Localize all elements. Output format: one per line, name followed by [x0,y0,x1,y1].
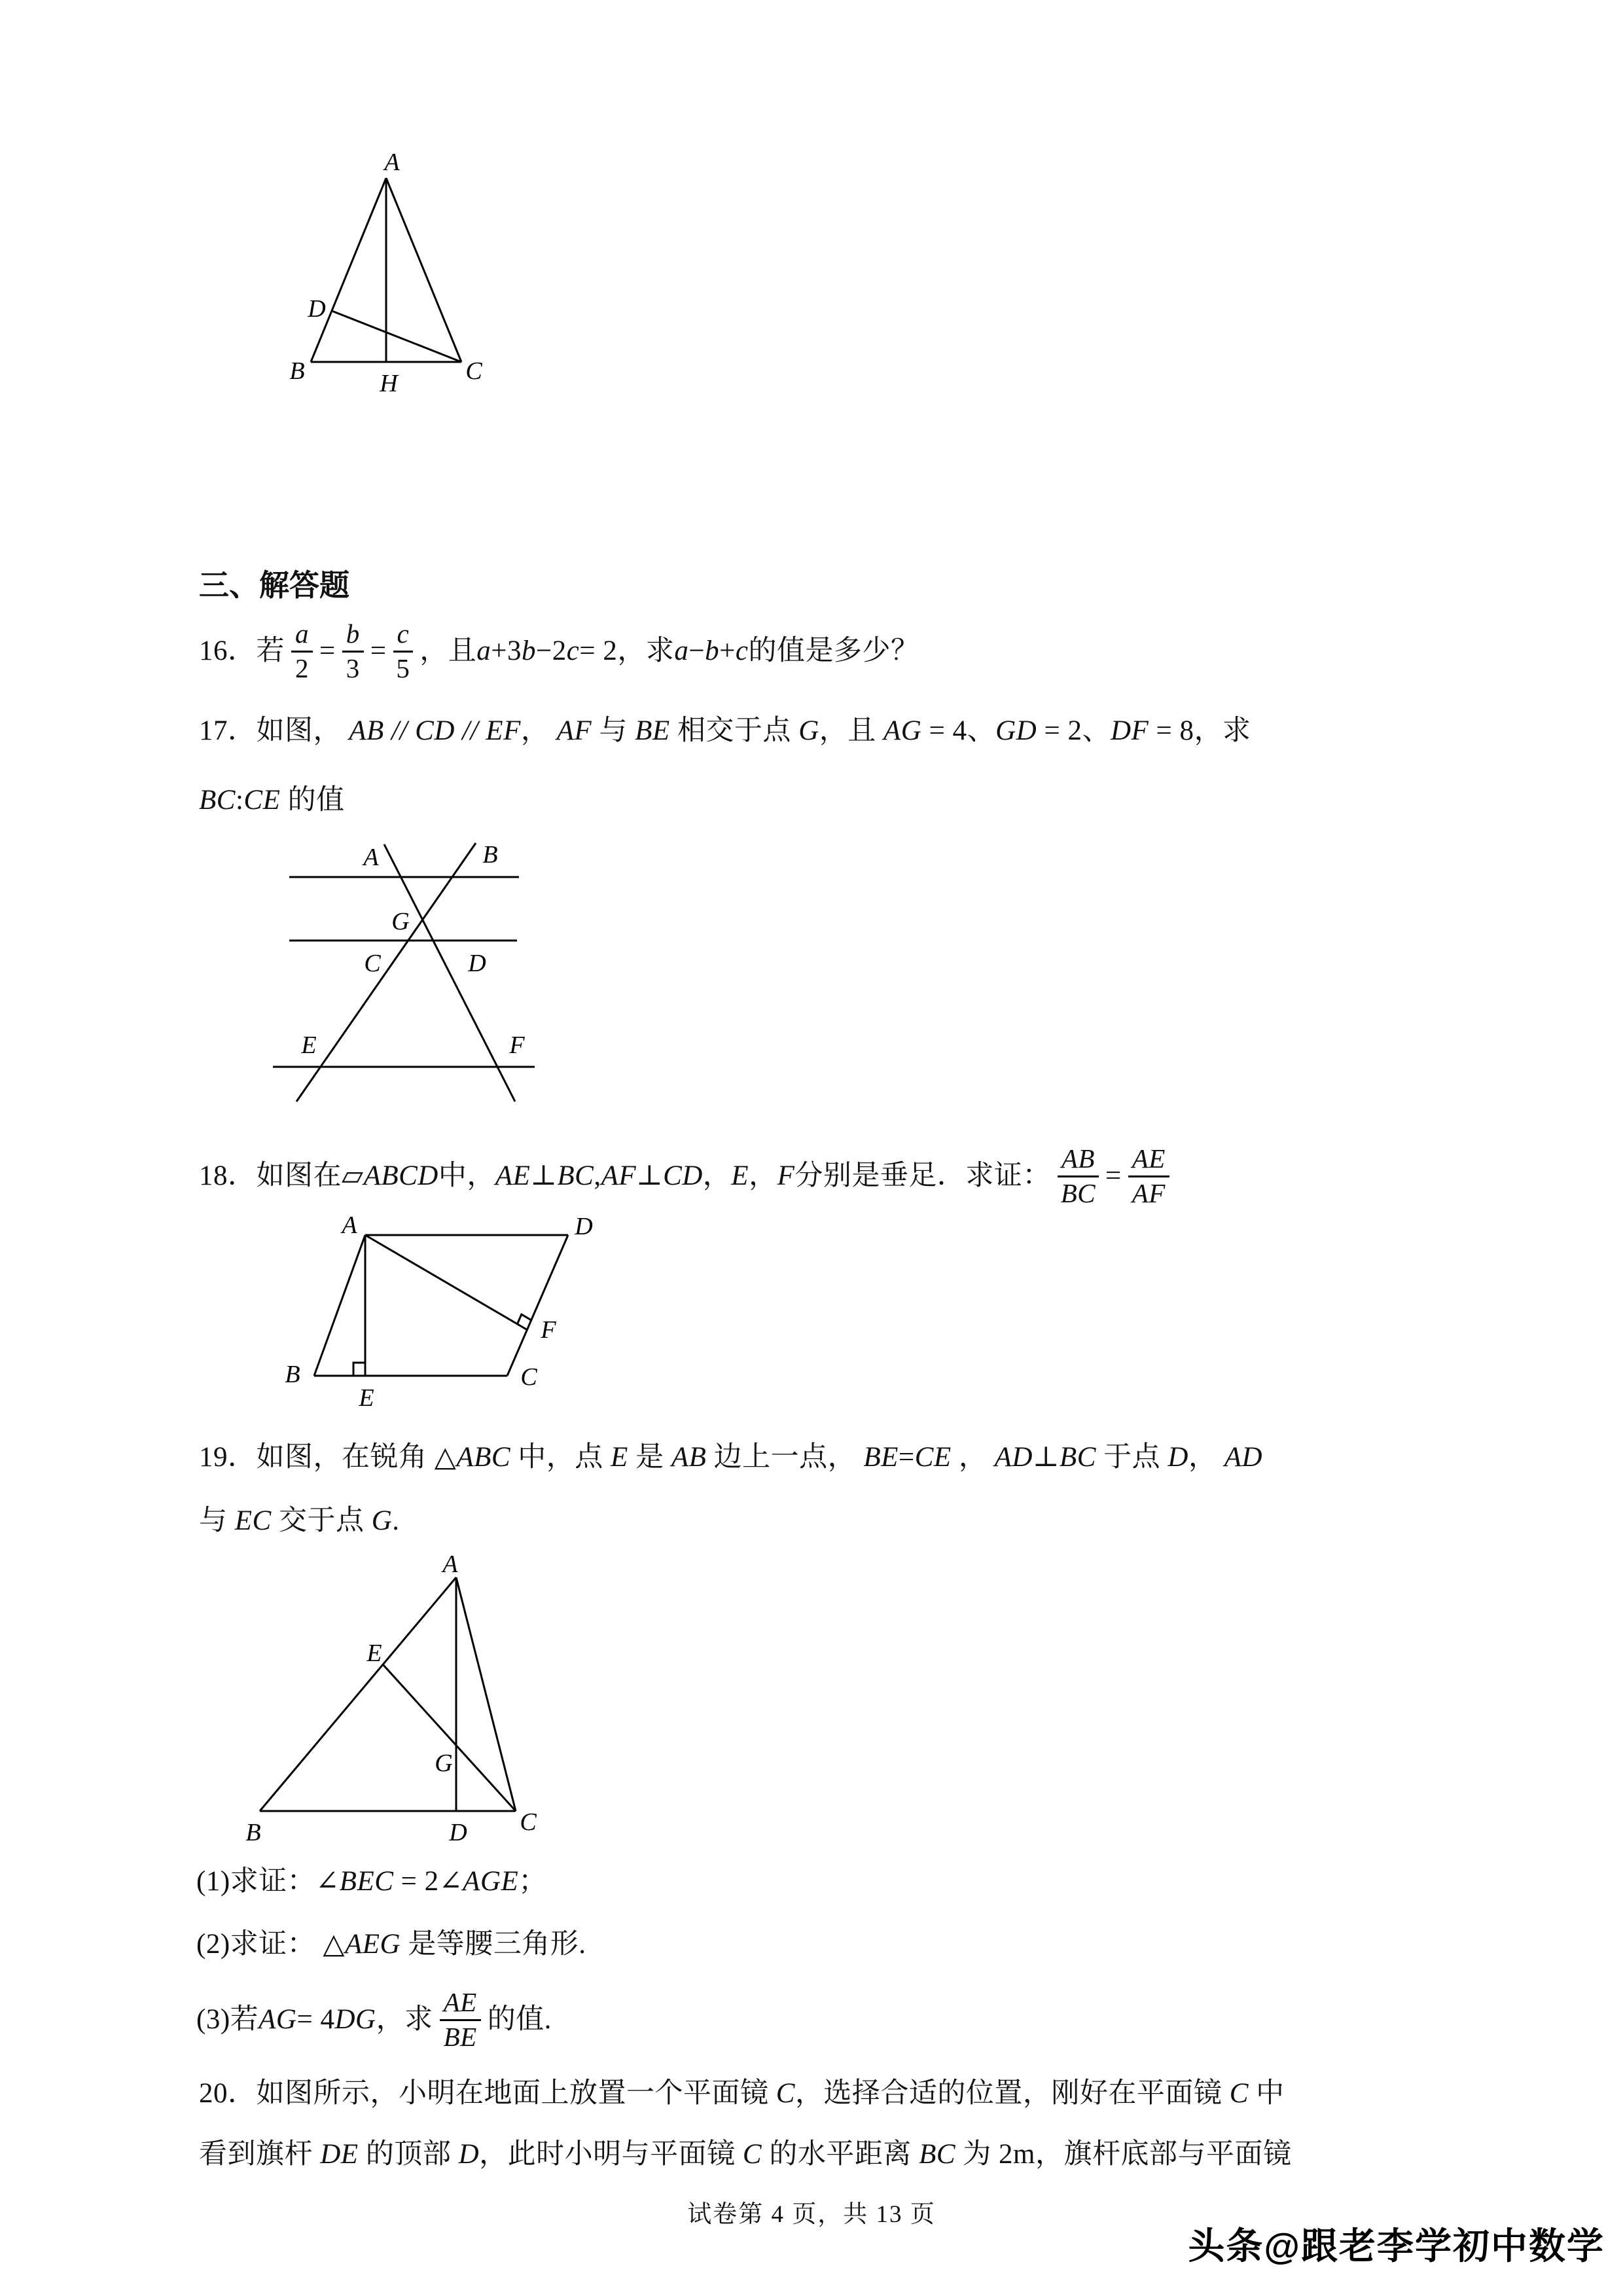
question-19-part1 [196,1864,547,1899]
plain-text: ，求 [1194,715,1251,746]
math-text: AF [601,1160,637,1192]
plain-text: = 8 [1149,715,1194,746]
math-text: AB [671,1442,707,1473]
plain-text: ，且 [419,636,477,667]
math-text: AB // CD // EF [349,715,521,746]
math-text: a [674,636,689,667]
math-text: CE [243,785,281,816]
plain-text: ▱ [342,1160,364,1192]
math-text: b [522,636,536,667]
plain-text: − [688,636,705,667]
plain-text: 19．如图，在锐角 △ [199,1442,457,1473]
question-19-part3 [196,1981,552,2059]
question-20-line1 [199,2076,1285,2111]
plain-text: ，且 [819,715,883,746]
plain-text: = 4 [296,2004,335,2036]
fraction [440,1988,481,2053]
plain-text: 的水平距离 [762,2139,919,2170]
point-label-A: A [442,1551,458,1578]
fraction [1058,1144,1099,1209]
math-text: BC [199,785,236,816]
figure-parallelogram-abcd [275,1211,622,1420]
math-text: b [705,636,720,667]
point-label-G: G [391,908,410,935]
plain-text: = 2 [579,636,618,667]
figure-line [365,1235,527,1330]
math-text: AGE [463,1866,519,1897]
plain-text: 是 [628,1442,671,1473]
figure-line [311,178,386,362]
plain-text: = 4、 [921,715,996,746]
plain-text: 18．如图在 [199,1160,342,1192]
plain-text: = [898,1442,915,1473]
fraction-denominator: 5 [396,653,410,683]
math-text: E [731,1160,749,1192]
math-text: F [777,1160,795,1192]
watermark: 头条@跟老李学初中数学 [1188,2225,1605,2267]
math-text: ABC [456,1442,511,1473]
point-label-F: F [541,1316,556,1344]
plain-text: 边上一点， [706,1442,864,1473]
point-label-B: B [285,1361,300,1388]
question-17-line2 [199,783,345,818]
plain-text: ， [520,715,557,746]
figure-line [383,1664,516,1811]
fraction [342,619,364,684]
plain-text: (1)求证：∠ [196,1866,340,1897]
question-19-line2 [199,1503,400,1539]
math-text: ABCD [363,1160,438,1192]
plain-text: 20．如图所示，小明在地面上放置一个平面镜 [199,2078,776,2109]
question-19-line1 [199,1440,1262,1475]
math-text: BC [919,2139,956,2170]
plain-text: ，选择合适的位置，刚好在平面镜 [794,2078,1230,2109]
point-label-E: E [359,1384,374,1412]
plain-text: ， [702,1160,732,1192]
math-text: AG [259,2004,297,2036]
fraction [291,619,313,684]
plain-text: ，求 [617,636,675,667]
plain-text: 的值. [487,2004,552,2036]
plain-text: 交于点 [271,1505,372,1536]
math-text: GD [995,715,1037,746]
plain-text: 的值 [280,785,345,816]
plain-text: 中， [438,1160,495,1192]
math-text: c [566,636,580,667]
section-heading: 三、解答题 [199,568,349,602]
math-text: D [1168,1442,1188,1473]
question-16 [199,612,919,691]
point-label-D: D [308,295,326,323]
math-text: EC [234,1505,272,1536]
figure-parallel-lines [262,831,543,1113]
point-label-E: E [366,1640,382,1667]
plain-text: 于点 [1096,1442,1168,1473]
plain-text: 是等腰三角形. [401,1929,586,1960]
question-19-part2 [196,1927,586,1962]
point-label-A: A [363,844,379,871]
fraction [393,619,414,684]
plain-text: 看到旗杆 [199,2139,321,2170]
figure-acute-triangle-abc [223,1551,563,1846]
math-text: C [1229,2078,1249,2109]
plain-text: = [370,636,387,667]
plain-text: (2)求证： △ [196,1929,345,1960]
plain-text: ，求 [376,2004,433,2036]
point-label-D: D [449,1819,467,1846]
plain-text: 为 2m，旗杆底部与平面镜 [955,2139,1292,2170]
plain-text: + [719,636,736,667]
math-text: E [611,1442,628,1473]
figure-line [384,844,515,1102]
math-text: AE [495,1160,531,1192]
plain-text: ⊥ [530,1160,558,1192]
right-angle-mark [353,1363,365,1376]
point-label-E: E [301,1031,317,1059]
point-label-G: G [435,1749,453,1777]
point-label-B: B [245,1819,261,1846]
math-text: BE [863,1442,899,1473]
plain-text: = [319,636,336,667]
point-label-C: C [364,950,381,977]
fraction [1128,1144,1169,1209]
math-text: AD [1224,1442,1263,1473]
math-text: c [735,636,749,667]
fraction-numerator: AE [440,1988,481,2021]
question-20-line2 [199,2137,1291,2172]
plain-text: ， [749,1160,777,1192]
plain-text: (3)若 [196,2004,259,2036]
point-label-D: D [468,950,486,977]
figure-line [314,1235,365,1376]
plain-text: 的顶部 [358,2139,459,2170]
plain-text: 的值是多少？ [748,636,919,667]
plain-text: 17．如图， [199,715,349,746]
plain-text: . [392,1505,400,1536]
plain-text: +3 [491,636,522,667]
fraction-numerator: c [393,619,414,653]
math-text: DE [320,2139,359,2170]
figure-line [386,178,461,362]
plain-text: 与 [199,1505,235,1536]
plain-text: ⊥ [1032,1442,1060,1473]
math-text: CE [914,1442,952,1473]
plain-text: 中 [1248,2078,1285,2109]
math-text: BC [557,1160,594,1192]
plain-text: , [594,1160,601,1192]
math-text: AF [556,715,592,746]
question-18 [199,1138,1176,1215]
math-text: BE [635,715,670,746]
math-text: C [742,2139,762,2170]
point-label-D: D [575,1213,593,1240]
point-label-C: C [465,357,482,385]
plain-text: ； [518,1866,547,1897]
math-text: AD [994,1442,1033,1473]
figure-line [507,1235,568,1376]
point-label-B: B [289,357,305,385]
plain-text: 分别是垂足．求证： [794,1160,1051,1192]
math-text: G [798,715,819,746]
fraction-numerator: a [291,619,313,653]
math-text: a [476,636,491,667]
plain-text: ，此时小明与平面镜 [479,2139,743,2170]
math-text: CD [663,1160,703,1192]
fraction-denominator: BE [443,2021,477,2052]
plain-text: ， [1188,1442,1224,1473]
math-text: BEC [339,1866,394,1897]
fraction-denominator: AF [1132,1177,1166,1208]
plain-text: = 2∠ [393,1866,463,1897]
point-label-A: A [342,1211,357,1239]
plain-text: = [1105,1160,1122,1192]
figure-line [332,311,461,362]
figure-line [456,1577,516,1811]
plain-text: −2 [536,636,567,667]
math-text: G [371,1505,393,1536]
math-text: BC [1059,1442,1096,1473]
fraction-denominator: 2 [295,653,309,683]
figure-triangle-abh [275,144,510,399]
plain-text: 中，点 [510,1442,611,1473]
plain-text: 16．若 [199,636,285,667]
math-text: AG [883,715,922,746]
point-label-C: C [520,1808,537,1836]
plain-text: 与 [592,715,635,746]
point-label-F: F [509,1031,525,1059]
page-footer: 试卷第 4 页，共 13 页 [687,2201,936,2228]
math-text: AEG [344,1929,401,1960]
plain-text: ⊥ [636,1160,664,1192]
fraction-numerator: b [342,619,364,653]
math-text: DF [1110,715,1149,746]
point-label-A: A [384,149,400,176]
fraction-numerator: AB [1058,1144,1099,1177]
plain-text: = 2、 [1037,715,1111,746]
math-text: D [458,2139,480,2170]
math-text: DG [334,2004,376,2036]
point-label-H: H [380,370,398,397]
question-17-line1 [199,713,1251,749]
fraction-numerator: AE [1128,1144,1169,1177]
plain-text: ， [951,1442,995,1473]
plain-text: : [235,785,244,816]
point-label-B: B [482,841,498,869]
point-label-C: C [520,1363,537,1391]
math-text: C [776,2078,795,2109]
plain-text: 相交于点 [669,715,799,746]
figure-line [260,1577,456,1811]
fraction-denominator: 3 [346,653,360,683]
fraction-denominator: BC [1060,1177,1096,1208]
